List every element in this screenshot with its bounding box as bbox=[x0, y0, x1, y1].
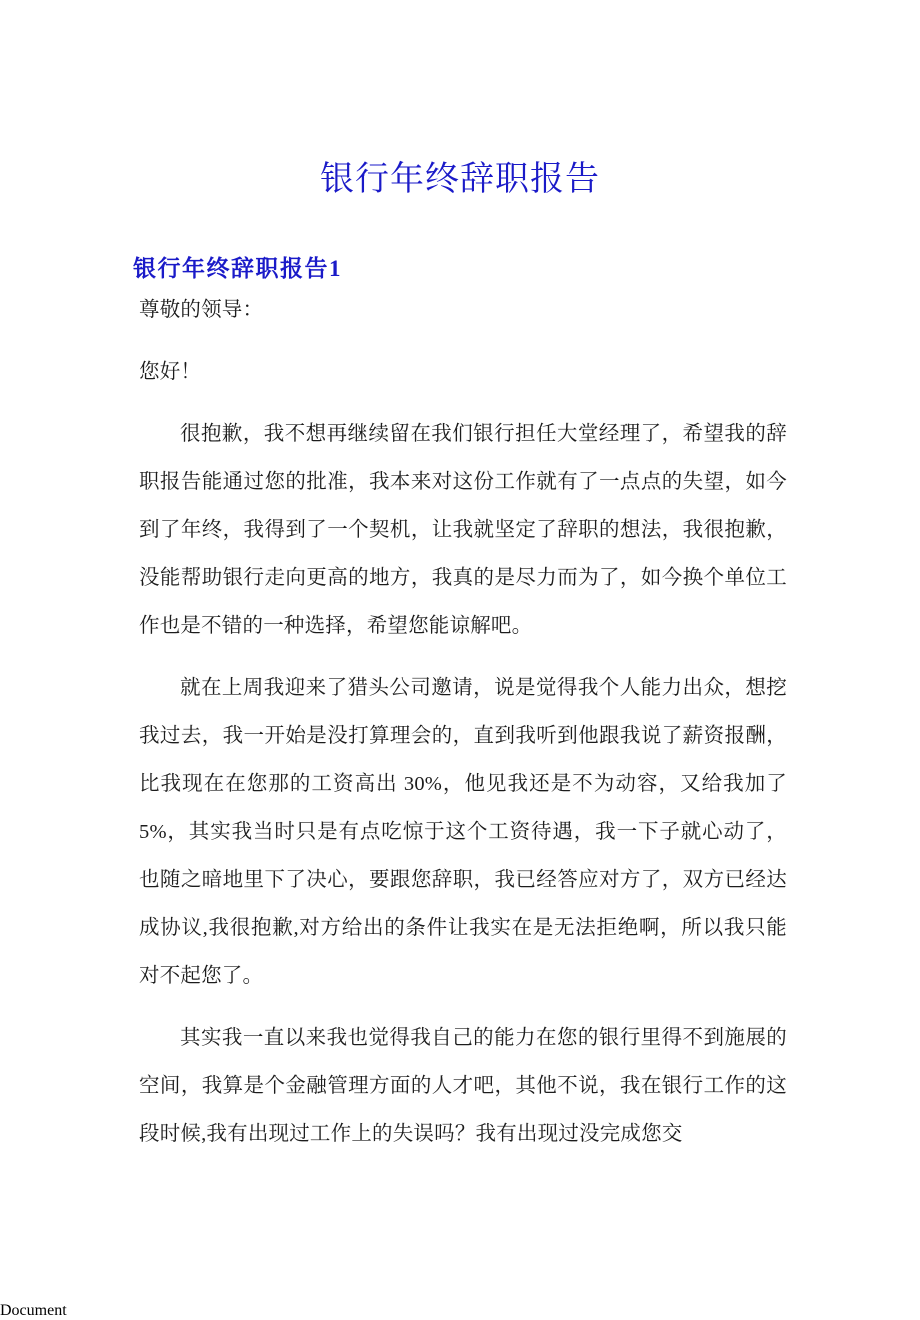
page-title: 银行年终辞职报告 bbox=[320, 159, 600, 198]
paragraph-2: 就在上周我迎来了猎头公司邀请，说是觉得我个人能力出众，想挖我过去，我一开始是没打算理会的，直到我听到他跟我说了薪资报酬，比我现在在您那的工资高出 30%，他见我还是不为动容，又给我加了 5%，其实我当时只是有点吃惊于这个工资待遇，我一下子就心动了，也随之暗地里下了决心，要跟您辞职，我已经答应对方了，双方已经达成协议,我很抱歉,对方给出的条件让我实在是无法拒绝啊，所以我只能对不起您了。 bbox=[139, 677, 787, 987]
paragraph-greeting: 您好！ bbox=[139, 361, 202, 383]
paragraph-1: 很抱歉，我不想再继续留在我们银行担任大堂经理了，希望我的辞职报告能通过您的批准，我本来对这份工作就有了一点点的失望，如今到了年终，我得到了一个契机，让我就坚定了辞职的想法，我很抱歉，没能帮助银行走向更高的地方，我真的是尽力而为了，如今换个单位工作也是不错的一种选择，希望您能谅解吧。 bbox=[139, 423, 787, 637]
section-heading: 银行年终辞职报告1 bbox=[133, 256, 342, 282]
document-body bbox=[139, 286, 787, 1172]
paragraph-salutation: 尊敬的领导： bbox=[139, 299, 264, 321]
paragraph-3: 其实我一直以来我也觉得我自己的能力在您的银行里得不到施展的空间，我算是个金融管理方面的人才吧，其他不说，我在银行工作的这段时候,我有出现过工作上的失误吗？我有出现过没完成您交 bbox=[139, 1027, 787, 1145]
